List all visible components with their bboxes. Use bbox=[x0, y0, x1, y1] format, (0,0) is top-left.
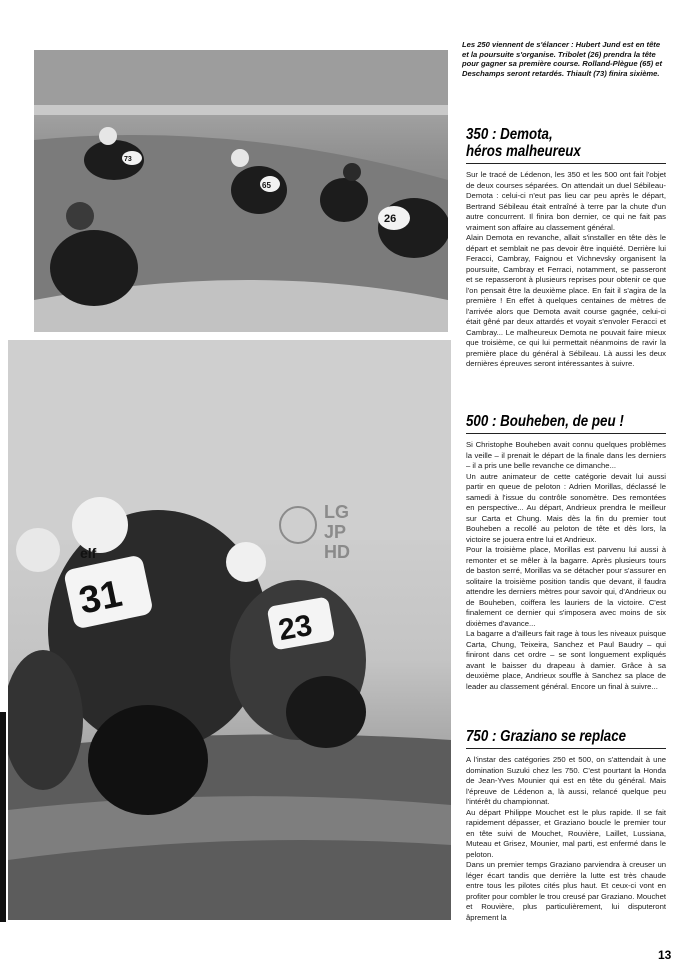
section-heading-line-2: héros malheureux bbox=[466, 143, 581, 160]
article-paragraph: Dans un premier temps Graziano parviendra à creuser un léger écart tandis que derrière la lutte est très chaude entre tous les pilotes cités plus haut. Et ceux-ci vont en profiter pour combler le trou creusé par Graziano. Mouchet et Rouvière, plus particulièrement, lui disputeront âprement la bbox=[466, 860, 666, 922]
motorcycle-race-photo-icon bbox=[8, 340, 451, 920]
rider-number-23: 23 bbox=[276, 608, 315, 648]
rider-number-31: 31 bbox=[75, 572, 126, 623]
article-section-350 bbox=[466, 126, 666, 370]
article-paragraph: Sur le tracé de Lédenon, les 350 et les 500 ont fait l'objet de deux courses séparées. On attendait un duel Sébileau-Demota : celui-ci n'eut pas lieu car peu après le départ, Bertrand Sébileau était entraîné à terre par la chute d'un autre concurrent. Il finira bon dernier, ce qui ne fait pas vraiment son affaire au classement général. bbox=[466, 170, 666, 232]
article-section-750 bbox=[466, 728, 666, 923]
race-photo-top bbox=[34, 50, 448, 332]
race-photo-main bbox=[8, 340, 451, 920]
article-paragraph: La bagarre a d'ailleurs fait rage à tous les niveaux puisque Carta, Chung, Teixeira, Sanchez et Paul Baudry – qui finiront dans cet ordre – se sont longuement expliqués avant le baisser du drapeau à damier. Grâce à sa deuxième place, Andrieux souffle à Sanchez sa place de leader au classement général. Encore un final à suivre... bbox=[466, 629, 666, 691]
article-paragraph: Pour la troisième place, Morillas est parvenu lui aussi à remonter et se mêler à la bagarre. Après plusieurs tours de baston serré, Morillas va se détacher pour s'assurer en solitaire la troisième position tandis que devant, il faudra attendre les derniers mètres pour savoir qui, d'Andrieux ou de Bouheben, coiffera les lauriers de la victoire. C'est finalement ce dernier qui s'imposera avec moins de six dixièmes d'avance... bbox=[466, 545, 666, 628]
motorcycle-race-photo-icon bbox=[34, 50, 448, 332]
section-heading bbox=[466, 126, 638, 160]
page-number: 13 bbox=[658, 948, 672, 962]
watermark-line-3: HD bbox=[324, 542, 350, 562]
section-heading: 750 : Graziano se replace bbox=[466, 728, 627, 745]
section-heading-line-1: 350 : Demota, bbox=[466, 126, 553, 143]
article-paragraph: Un autre animateur de cette catégorie devait lui aussi partir en queue de peloton : Adrien Morillas, déclassé le samedi à l'issue du contrôle sonomètre. Des remontées en perspective... Au départ, Andrieux prendra le meilleur sur Carta et Chung. Mais dès la fin du premier tout Bouheben a recollé au peloton de tête et dès lors, la victoire se jouera entre lui et Andrieux. bbox=[466, 471, 666, 544]
heading-rule bbox=[466, 433, 666, 434]
watermark-line-2: JP bbox=[324, 522, 347, 542]
sponsor-logo: elf bbox=[80, 545, 97, 561]
page-edge-strip bbox=[0, 712, 6, 922]
article-paragraph: Si Christophe Bouheben avait connu quelques problèmes la veille – il prenait le départ de la finale dans les derniers – il a pris une belle revanche ce dimanche... bbox=[466, 440, 666, 470]
article-paragraph: Alain Demota en revanche, allait s'installer en tête dès le départ et semblait ne pas devoir être inquiété. Derrière lui Feracci, Cambray, Faignou et Vichnevsky organisent la poursuite, Cambray et Ferraci, notamment, se passeront et se repasseront à plusieurs reprises pour obtenir ce que l'on pensait être la deuxième place. En fait il s'agira de la première ! En effet à quelques centaines de mètres de l'arrivée alors que Demota avait course gagnée, celui-ci était gêné par deux attardés et voyait s'envoler Feracci et Cambray... Le malheureux Demota ne pouvait faire mieux que troisième, ce qui lui permettait néanmoins de ravir la première place du général à Sébileau. Là aussi les deux dernières épreuves seront intéressantes à suivre. bbox=[466, 233, 666, 368]
article-section-500 bbox=[466, 413, 666, 692]
rider-number-65: 65 bbox=[262, 181, 271, 190]
rider-number-73: 73 bbox=[124, 156, 132, 163]
article-paragraph: A l'instar des catégories 250 et 500, on s'attendait à une domination Suzuki chez les 750. C'est pourtant la Honda de Jean-Yves Mounier qui est en tête du général. Mais l'épreuve de Lédenon a, là aussi, relancé quelque peu l'intérêt du championnat. bbox=[466, 755, 666, 806]
photo-caption: Les 250 viennent de s'élancer : Hubert Jund est en tête et la poursuite s'organise. Tribolet (26) prendra la tête pour gagner sa première course. Rolland-Plègue (65) et Deschamps seront retardés. Thiault (73) finira sixième. bbox=[462, 40, 663, 78]
rider-number-26: 26 bbox=[384, 213, 397, 225]
article-paragraph: Au départ Philippe Mouchet est le plus rapide. Il se fait rapidement dépasser, et Graziano boucle le premier tour en tête suivi de Mouchet, Rouvière, Laillet, Lussiana, Muteau et Grisez, Mounier, mal parti, est enfermé dans le peloton. bbox=[466, 807, 666, 859]
heading-rule bbox=[466, 163, 666, 164]
heading-rule bbox=[466, 748, 666, 749]
watermark-line-1: LG bbox=[324, 502, 349, 522]
section-heading: 500 : Bouheben, de peu ! bbox=[466, 413, 624, 430]
